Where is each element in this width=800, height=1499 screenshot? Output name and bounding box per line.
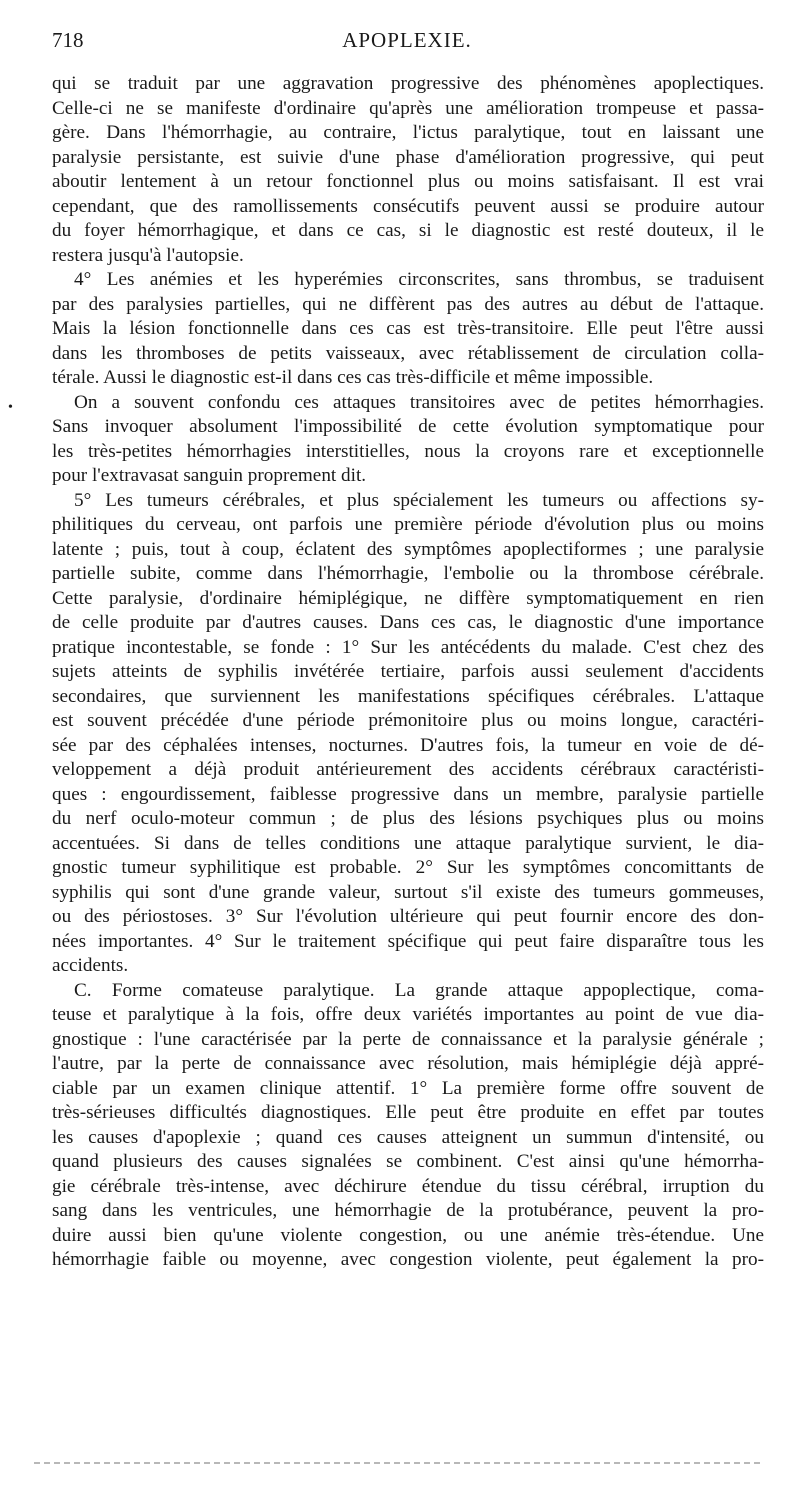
- text-line: paralysie persistante, est suivie d'une phase d'amélioration progressive, qui peut: [52, 146, 764, 168]
- text-line: gnostique : l'une caractérisée par la perte de connaissance et la paralysie générale ;: [52, 1028, 764, 1050]
- text-line: sujets atteints de syphilis invétérée tertiaire, parfois aussi seulement d'accidents: [52, 661, 764, 682]
- text-line: les très-petites hémorrhagies interstitielles, nous la croyons rare et exceptionnelle: [52, 440, 764, 462]
- text-line: pour l'extravasat sanguin proprement dit.: [52, 465, 367, 486]
- running-header: [52, 28, 762, 58]
- text-line: par des paralysies partielles, qui ne diffèrent pas des autres au début de l'attaque.: [52, 293, 764, 315]
- text-line: l'autre, par la perte de connaissance avec résolution, mais hémiplégie déjà appré-: [52, 1053, 764, 1074]
- page-number: 718: [52, 28, 84, 52]
- body-text: [52, 72, 764, 1273]
- text-line: C. Forme comateuse paralytique. La grande attaque appoplectique, coma-: [74, 979, 764, 1001]
- text-line: philitiques du cerveau, ont parfois une première période d'évolution plus ou moins: [52, 514, 764, 535]
- text-line: accidents.: [52, 955, 129, 976]
- text-line: est souvent précédée d'une période prémonitoire plus ou moins longue, caractéri-: [52, 710, 764, 731]
- text-line: dans les thromboses de petits vaisseaux, avec rétablissement de circulation colla-: [52, 342, 764, 364]
- text-line: gère. Dans l'hémorrhagie, au contraire, l'ictus paralytique, tout en laissant une: [52, 122, 764, 143]
- text-line: duire aussi bien qu'une violente congestion, ou une anémie très-étendue. Une: [52, 1224, 764, 1246]
- text-line: teuse et paralytique à la fois, offre deux variétés importantes au point de vue dia-: [52, 1004, 764, 1025]
- running-title: APOPLEXIE.: [342, 28, 472, 52]
- text-line: quand plusieurs des causes signalées se combinent. C'est ainsi qu'une hémorrha-: [52, 1151, 764, 1172]
- text-line: 4° Les anémies et les hyperémies circonscrites, sans thrombus, se traduisent: [74, 269, 764, 290]
- text-line: Sans invoquer absolument l'impossibilité de cette évolution symptomatique pour: [52, 416, 764, 437]
- text-line: Mais la lésion fonctionnelle dans ces cas est très-transitoire. Elle peut l'être aussi: [52, 318, 764, 339]
- text-line: sée par des céphalées intenses, nocturnes. D'autres fois, la tumeur en voie de dé-: [52, 734, 764, 756]
- text-line: Cette paralysie, d'ordinaire hémiplégique, ne diffère symptomatiquement en rien: [52, 587, 764, 609]
- text-line: Celle-ci ne se manifeste d'ordinaire qu'après une amélioration trompeuse et passa-: [52, 97, 764, 119]
- text-line: gnostic tumeur syphilitique est probable. 2° Sur les symptômes concomittants de: [52, 857, 764, 878]
- text-line: partielle subite, comme dans l'hémorrhagie, l'embolie ou la thrombose cérébrale.: [52, 563, 764, 584]
- text-line: les causes d'apoplexie ; quand ces causes atteignent un summun d'intensité, ou: [52, 1126, 764, 1148]
- text-line: sang dans les ventricules, une hémorrhagie de la protubérance, peuvent la pro-: [52, 1200, 764, 1221]
- text-line: syphilis qui sont d'une grande valeur, surtout s'il existe des tumeurs gommeuses,: [52, 881, 764, 903]
- text-line: pratique incontestable, se fonde : 1° Sur les antécédents du malade. C'est chez des: [52, 636, 764, 658]
- text-line: 5° Les tumeurs cérébrales, et plus spécialement les tumeurs ou affections sy-: [74, 489, 764, 511]
- text-line: ques : engourdissement, faiblesse progressive dans un membre, paralysie partielle: [52, 783, 764, 805]
- text-line: latente ; puis, tout à coup, éclatent des symptômes apoplectiformes ; une paralysie: [52, 538, 764, 560]
- text-line: On a souvent confondu ces attaques transitoires avec de petites hémorrhagies.: [74, 391, 764, 413]
- text-line: qui se traduit par une aggravation progressive des phénomènes apoplectiques.: [52, 73, 764, 94]
- text-line: ou des périostoses. 3° Sur l'évolution ultérieure qui peut fournir encore des don-: [52, 906, 764, 927]
- text-line: aboutir lentement à un retour fonctionnel plus ou moins satisfaisant. Il est vrai: [52, 171, 764, 192]
- text-line: du foyer hémorrhagique, et dans ce cas, si le diagnostic est resté douteux, il le: [52, 220, 764, 241]
- text-line: restera jusqu'à l'autopsie.: [52, 244, 244, 266]
- text-line: gie cérébrale très-intense, avec déchirure étendue du tissu cérébral, irruption du: [52, 1175, 764, 1197]
- text-line: accentuées. Si dans de telles conditions une attaque paralytique survient, le dia-: [52, 832, 764, 854]
- text-line: de celle produite par d'autres causes. Dans ces cas, le diagnostic d'une importance: [52, 612, 764, 633]
- text-line: veloppement a déjà produit antérieurement des accidents cérébraux caractéristi-: [52, 759, 764, 780]
- text-line: secondaires, que surviennent les manifestations spécifiques cérébrales. L'attaque: [52, 685, 764, 707]
- footer-rule: [34, 1462, 760, 1464]
- text-line: du nerf oculo-moteur commun ; de plus des lésions psychiques plus ou moins: [52, 808, 764, 829]
- text-line: hémorrhagie faible ou moyenne, avec congestion violente, peut également la pro-: [52, 1249, 764, 1270]
- text-line: cependant, que des ramollissements consécutifs peuvent aussi se produire autour: [52, 195, 764, 217]
- text-line: nées importantes. 4° Sur le traitement spécifique qui peut faire disparaître tous les: [52, 930, 764, 952]
- margin-mark: •: [8, 400, 13, 415]
- text-line: ciable par un examen clinique attentif. 1° La première forme offre souvent de: [52, 1077, 764, 1099]
- text-line: très-sérieuses difficultés diagnostiques. Elle peut être produite en effet par toutes: [52, 1102, 764, 1123]
- text-line: térale. Aussi le diagnostic est-il dans ces cas très-difficile et même impossible.: [52, 367, 654, 388]
